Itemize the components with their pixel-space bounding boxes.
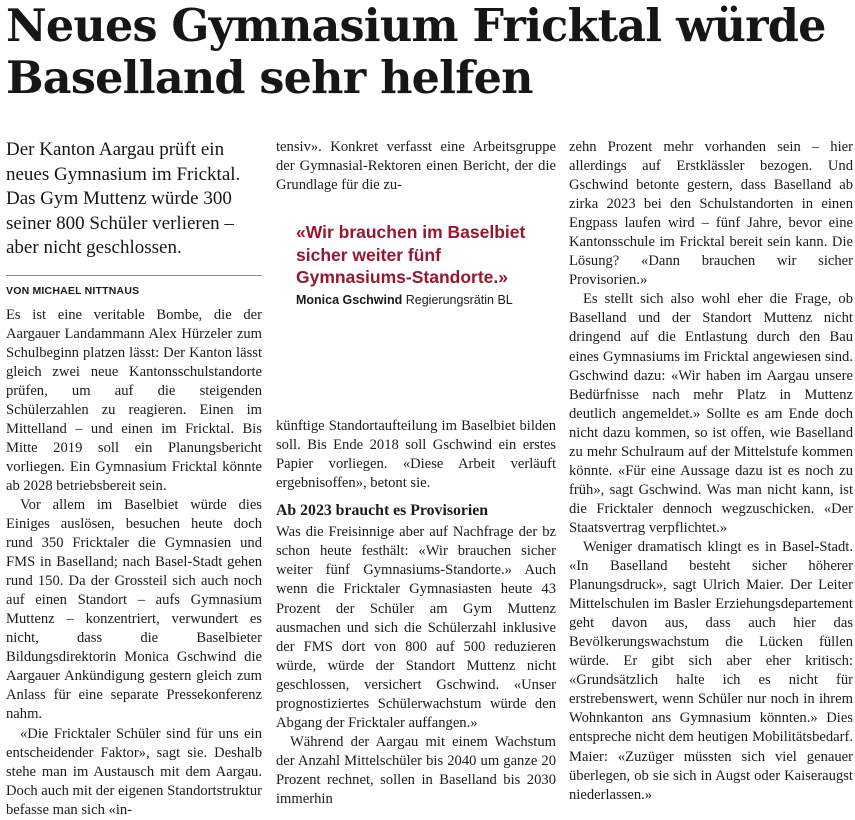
pull-quote-text: «Wir brauchen im Baselbiet sicher weiter fünf Gymnasiums-Standorte.»: [296, 222, 526, 288]
body-paragraph: Was die Freisinnige aber auf Nachfrage der bz schon heute festhält: «Wir brauchen sicher weiter fünf Gymnasiums-Standorte.» Auch wenn die Fricktaler Gymnasiasten heute 43 Prozent der Schüler am Gym Muttenz ausmachen und sich die Schülerzahl inklusive der FMS dort von 800 auf 500 reduzieren würde, würde der Standort Muttenz nicht geschlossen, versichert Gschwind. «Unser prognostiziertes Schülerwachstum würde den Abgang der Fricktaler auffangen.»: [276, 524, 556, 731]
pull-quote-role: Regierungsrätin BL: [405, 292, 513, 307]
headline: Neues Gymnasium Fricktal würde Baselland sehr helfen: [6, 0, 826, 104]
pull-quote: [276, 221, 556, 417]
byline: VON MICHAEL NITTNAUS: [6, 284, 140, 297]
byline-divider: [6, 275, 262, 276]
body-paragraph: Es ist eine veritable Bombe, die der Aargauer Landammann Alex Hürzeler zum Schulbeginn platzen lässt: Der Kanton lässt gleich zwei neue Kantonsschulstandorte prüfen, um auf die steigenden Schülerzahlen zu reagieren. Einen im Mittelland – und einen im Fricktal. Bis Mitte 2019 soll ein Planungsbericht vorliegen. Ein Gymnasium Fricktal könnte ab 2028 betriebsbereit sein.: [6, 306, 262, 494]
column-2: [276, 138, 556, 807]
body-paragraph: zehn Prozent mehr vorhanden sein – hier allerdings auf Erstklässler bezogen. Und Gschwind betonte gestern, dass Baselland ab zirka 2023 bei den Schulstandorten in einen Engpass laufen wird – fünf Jahre, bevor eine Kantonsschule im Fricktal bereit sein kann. Die Lösung? «Dann brauchen wir sicher Provisorien.»: [569, 139, 853, 289]
column-3: [569, 138, 853, 803]
pull-quote-source: [296, 293, 550, 307]
body-paragraph: Vor allem im Baselbiet würde dies Einiges auslösen, besuchen heute doch rund 350 Fricktaler die Gymnasien und FMS in Baselland; nach Basel-Stadt gehen rund 150. Da der Grossteil sich auch noch auf einen Standort – aufs Gymnasium Muttenz – konzentriert, verwundert es nicht, dass die Baselbieter Bildungsdirektorin Monica Gschwind die Aargauer Ankündigung gestern gleich zum Anlass für eine separate Pressekonferenz nahm.: [6, 496, 262, 723]
body-text-col3: [569, 138, 853, 805]
body-paragraph: künftige Standortaufteilung im Baselbiet bilden soll. Bis Ende 2018 soll Gschwind ein erstes Papier vorliegen. «Diese Arbeit verläuft ergebnisoffen», betont sie.: [276, 418, 556, 492]
column-1: [6, 138, 262, 818]
body-paragraph: tensiv». Konkret verfasst eine Arbeitsgruppe der Gymnasial-Rektoren einen Bericht, der die Grundlage für die zu-: [276, 139, 556, 194]
pull-quote-name: Monica Gschwind: [296, 292, 403, 307]
body-paragraph: Während der Aargau mit einem Wachstum der Anzahl Mittelschüler bis 2040 um ganze 20 Prozent rechnet, sollen in Baselland bis 2030 immerhin: [276, 733, 556, 807]
body-text-col2: [276, 417, 556, 809]
subheading: Ab 2023 braucht es Provisorien: [276, 502, 489, 520]
lead-paragraph: Der Kanton Aargau prüft ein neues Gymnasium im Fricktal. Das Gym Muttenz würde 300 seiner 800 Schüler verlieren – aber nicht geschlossen.: [6, 139, 241, 258]
body-paragraph: Es stellt sich also wohl eher die Frage, ob Baselland und der Standort Muttenz nicht dringend auf die Entlastung durch den Bau eines Gymnasiums im Fricktal angewiesen sind. Gschwind dazu: «Wir haben im Aargau unsere Bedürfnisse nach mehr Platz in Muttenz deutlich angemeldet.» Sollte es am Ende doch nicht dazu kommen, so ist offen, wie Baselland zu mehr Schulraum auf der Mittelstufe kommen könnte. «Für eine Aussage dazu ist es noch zu früh», sagt Gschwind. Was man nicht kann, ist die Fricktaler dennoch wegzuschicken. «Der Staatsvertrag verpflichtet.»: [569, 291, 853, 536]
body-text-col1: [6, 306, 262, 820]
body-paragraph: Weniger dramatisch klingt es in Basel-Stadt. «In Baselland besteht sicher höherer Planungsdruck», sagt Ulrich Maier. Der Leiter Mittelschulen im Basler Erziehungsdepartement geht davon aus, dass auch hier das Bevölkerungswachstum die Lücken füllen würde. Er gibt sich aber eher kritisch: «Grundsätzlich halte ich es nicht für erstrebenswert, wenn Schüler nur noch in ihrem Wohnkanton ans Gymnasium könnten.» Dies entspreche nicht dem heutigen Mobilitätsbedarf. Maier: «Zuzüger müssten sich viel genauer überlegen, ob sie sich in Augst oder Kaiseraugst niederlassen.»: [569, 538, 853, 803]
body-paragraph: «Die Fricktaler Schüler sind für uns ein entscheidender Faktor», sagt sie. Deshalb stehe man im Austausch mit dem Aargau. Doch auch mit der eigenen Standortstruktur befasse man sich «in-: [6, 725, 262, 818]
